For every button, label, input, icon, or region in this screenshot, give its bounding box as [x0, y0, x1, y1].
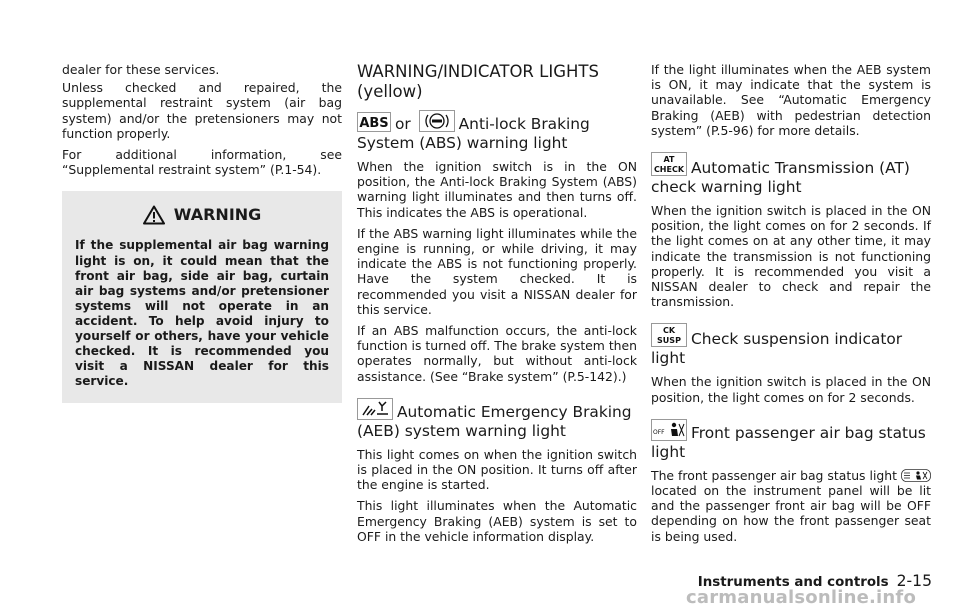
paragraph: This light comes on when the ignition switch is placed in the ON position. It turns off after the engine is started. — [357, 446, 637, 493]
paragraph — [651, 468, 931, 544]
airbag-status-section — [651, 419, 931, 544]
aeb-title: Automatic Emergency Braking (AEB) system warning light — [357, 402, 632, 440]
paragraph: When the ignition switch is in the ON position, the Anti-lock Braking System (ABS) warning light illuminates and then turns off. This indicates the ABS is operational. — [357, 159, 637, 220]
at-heading — [651, 152, 931, 197]
aeb-section — [357, 398, 637, 544]
abs-circle-icon — [419, 110, 455, 132]
paragraph: For additional information, see “Supplemental restraint system” (P.1-54). — [62, 147, 342, 178]
paragraph: If an ABS malfunction occurs, the anti-lock function is turned off. The brake system then operates normally, but without anti-lock assistance. (See “Brake system” (P.5-142).) — [357, 323, 638, 384]
airbag-status-heading — [651, 419, 931, 462]
at-section — [651, 152, 931, 309]
abs-heading — [357, 110, 637, 153]
paragraph: This light illuminates when the Automatic Emergency Braking (AEB) system is set to OFF in the vehicle information display. — [357, 498, 637, 544]
warning-header — [75, 205, 329, 226]
airbag-status-title: Front passenger air bag status light — [651, 423, 926, 461]
aeb-heading — [357, 398, 637, 441]
footer-section-title: Instruments and controls — [697, 575, 889, 590]
suspension-heading — [651, 323, 931, 368]
abs-icon-label: ABS — [359, 116, 389, 131]
abs-section — [357, 110, 637, 384]
section-heading: WARNING/INDICATOR LIGHTS (yellow) — [357, 62, 599, 101]
at-check-icon — [651, 152, 687, 176]
warning-text: If the supplemental air bag warning light is on, it could mean that the front air bag, side air bag, curtain air bag systems and/or pretensioner systems will not operate in an accident. To help avoid injury to yourself or others, have your vehicle checked. It is recommended you visit a NISSAN dealer for this service. — [75, 238, 329, 389]
susp-icon-line1: CK — [662, 326, 676, 336]
at-icon-line1: AT — [663, 155, 675, 165]
aeb-warning-icon — [357, 398, 393, 420]
warning-title: WARNING — [173, 205, 262, 225]
warning-box — [62, 191, 342, 403]
susp-icon-line2: SUSP — [657, 336, 681, 346]
paragraph: When the ignition switch is placed in the ON position, the light comes on for 2 seconds. — [651, 374, 931, 405]
paragraph: Unless checked and repaired, the supplemental restraint system (air bag system) and/or the pretensioners may not function properly. — [62, 80, 342, 141]
passenger-airbag-off-inline-icon — [901, 469, 931, 482]
at-title: Automatic Transmission (AT) check warning light — [651, 159, 910, 197]
airbag-text-part1: The front passenger air bag status light — [651, 467, 897, 483]
suspension-title: Check suspension indicator light — [651, 330, 903, 368]
warning-triangle-icon — [143, 205, 165, 225]
column-1 — [62, 62, 342, 403]
paragraph: If the ABS warning light illuminates while the engine is running, or while driving, it may indicate the ABS is not functioning properly. Have the system checked. It is recommended you visit a NISSAN dealer for this service. — [357, 225, 637, 317]
watermark: carmanualsonline.info — [686, 587, 917, 608]
airbag-icon-off-text: OFF — [653, 428, 665, 436]
at-icon-line2: CHECK — [653, 165, 685, 175]
passenger-airbag-off-icon — [651, 419, 687, 441]
page-number: 2-15 — [896, 572, 932, 590]
or-text: or — [395, 115, 411, 133]
abs-title: Anti-lock Braking System (ABS) warning light — [357, 115, 590, 152]
column-3 — [651, 62, 931, 550]
suspension-section — [651, 323, 931, 404]
airbag-text-part2: located on the instrument panel will be lit and the passenger front air bag will be OFF depending on how the front passenger seat is being used. — [651, 483, 931, 544]
paragraph: If the light illuminates when the AEB system is ON, it may indicate that the system is unavailable. See “Automatic Emergency Braking (AEB) with pedestrian detection system” (P.5-96) for more details. — [651, 62, 931, 138]
paragraph: dealer for these services. — [62, 62, 220, 77]
abs-indicator-icon — [357, 112, 391, 132]
column-2 — [357, 62, 637, 550]
ck-susp-icon — [651, 323, 687, 347]
paragraph: When the ignition switch is placed in the ON position, the light comes on for 2 seconds. If the light comes on at any other time, it may indicate the transmission is not functioning properly. It is recommended you visit a NISSAN dealer to check and repair the transmission. — [651, 203, 931, 310]
